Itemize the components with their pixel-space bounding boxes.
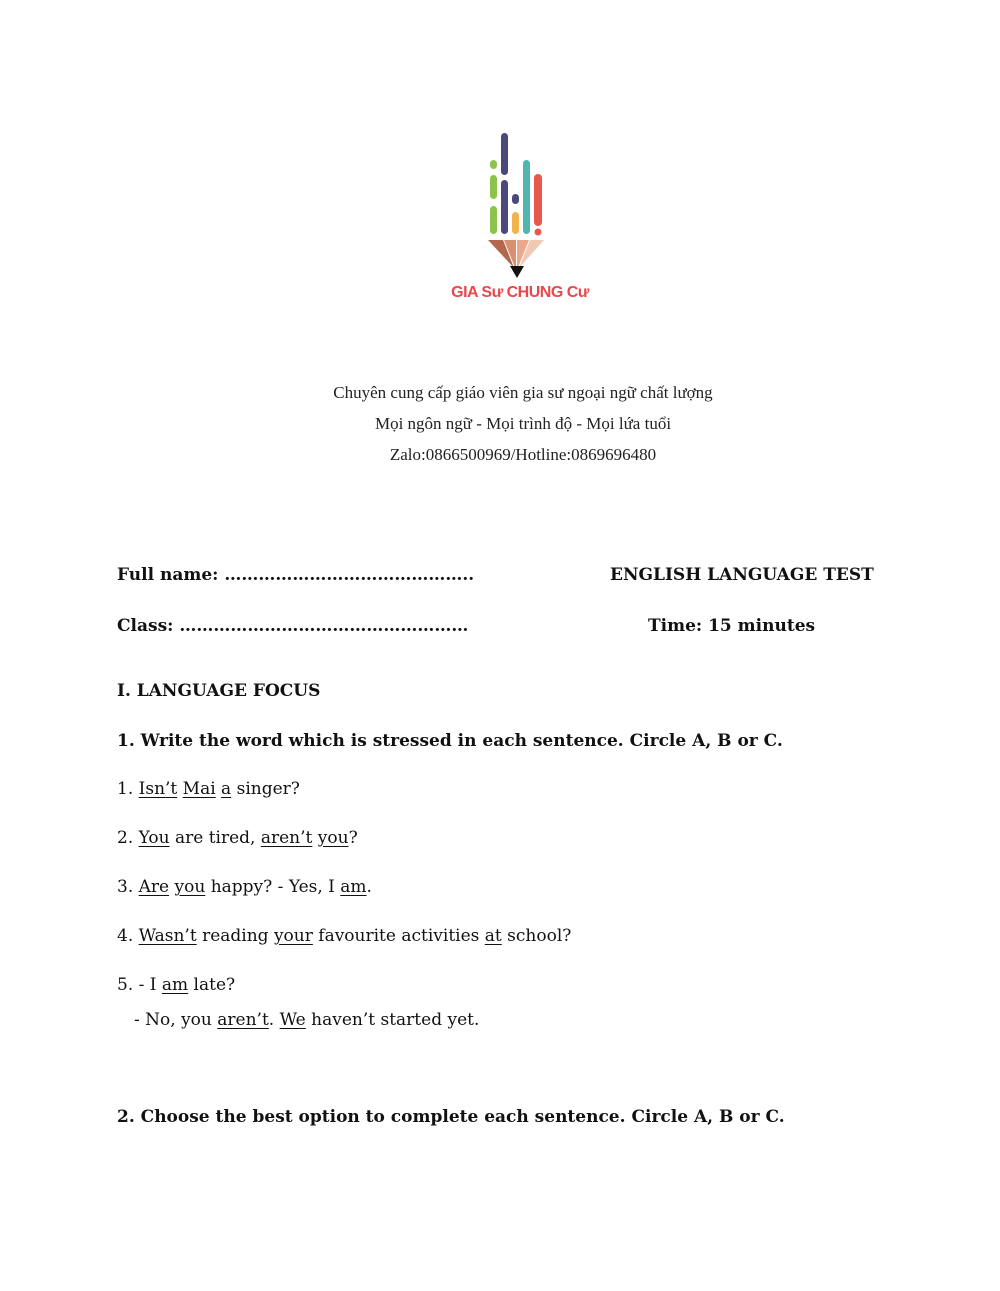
full-name-field: Full name: …………………………………….. <box>117 565 475 585</box>
tagline-contact: Zalo:0866500969/Hotline:0869696480 <box>389 445 657 464</box>
test-title: ENGLISH LANGUAGE TEST <box>610 565 874 585</box>
list-item: 1. Isn’t Mai a singer? <box>117 779 300 799</box>
tagline-services: Chuyên cung cấp giáo viên gia sư ngoại ngữ chất lượng <box>333 383 713 402</box>
logo-wordmark: GIA Sư CHUNG Cư <box>451 284 589 301</box>
pencil-logo-icon <box>440 128 600 283</box>
exercise-1-title: 1. Write the word which is stressed in each sentence. Circle A, B or C. <box>117 731 783 751</box>
logo <box>440 128 600 308</box>
list-item: 5. - I am late? <box>117 975 236 995</box>
list-item: 2. You are tired, aren’t you? <box>117 828 358 848</box>
list-item: 3. Are you happy? - Yes, I am. <box>117 877 372 897</box>
list-item: 4. Wasn’t reading your favourite activities at school? <box>117 926 572 946</box>
exercise-2-title: 2. Choose the best option to complete each sentence. Circle A, B or C. <box>117 1107 785 1127</box>
class-field: Class: …………………………………………… <box>117 616 469 636</box>
tagline-levels: Mọi ngôn ngữ - Mọi trình độ - Mọi lứa tuổi <box>374 414 672 433</box>
list-item: - No, you aren’t. We haven’t started yet. <box>134 1010 480 1030</box>
section-title: I. LANGUAGE FOCUS <box>117 681 321 701</box>
test-time: Time: 15 minutes <box>648 616 816 636</box>
